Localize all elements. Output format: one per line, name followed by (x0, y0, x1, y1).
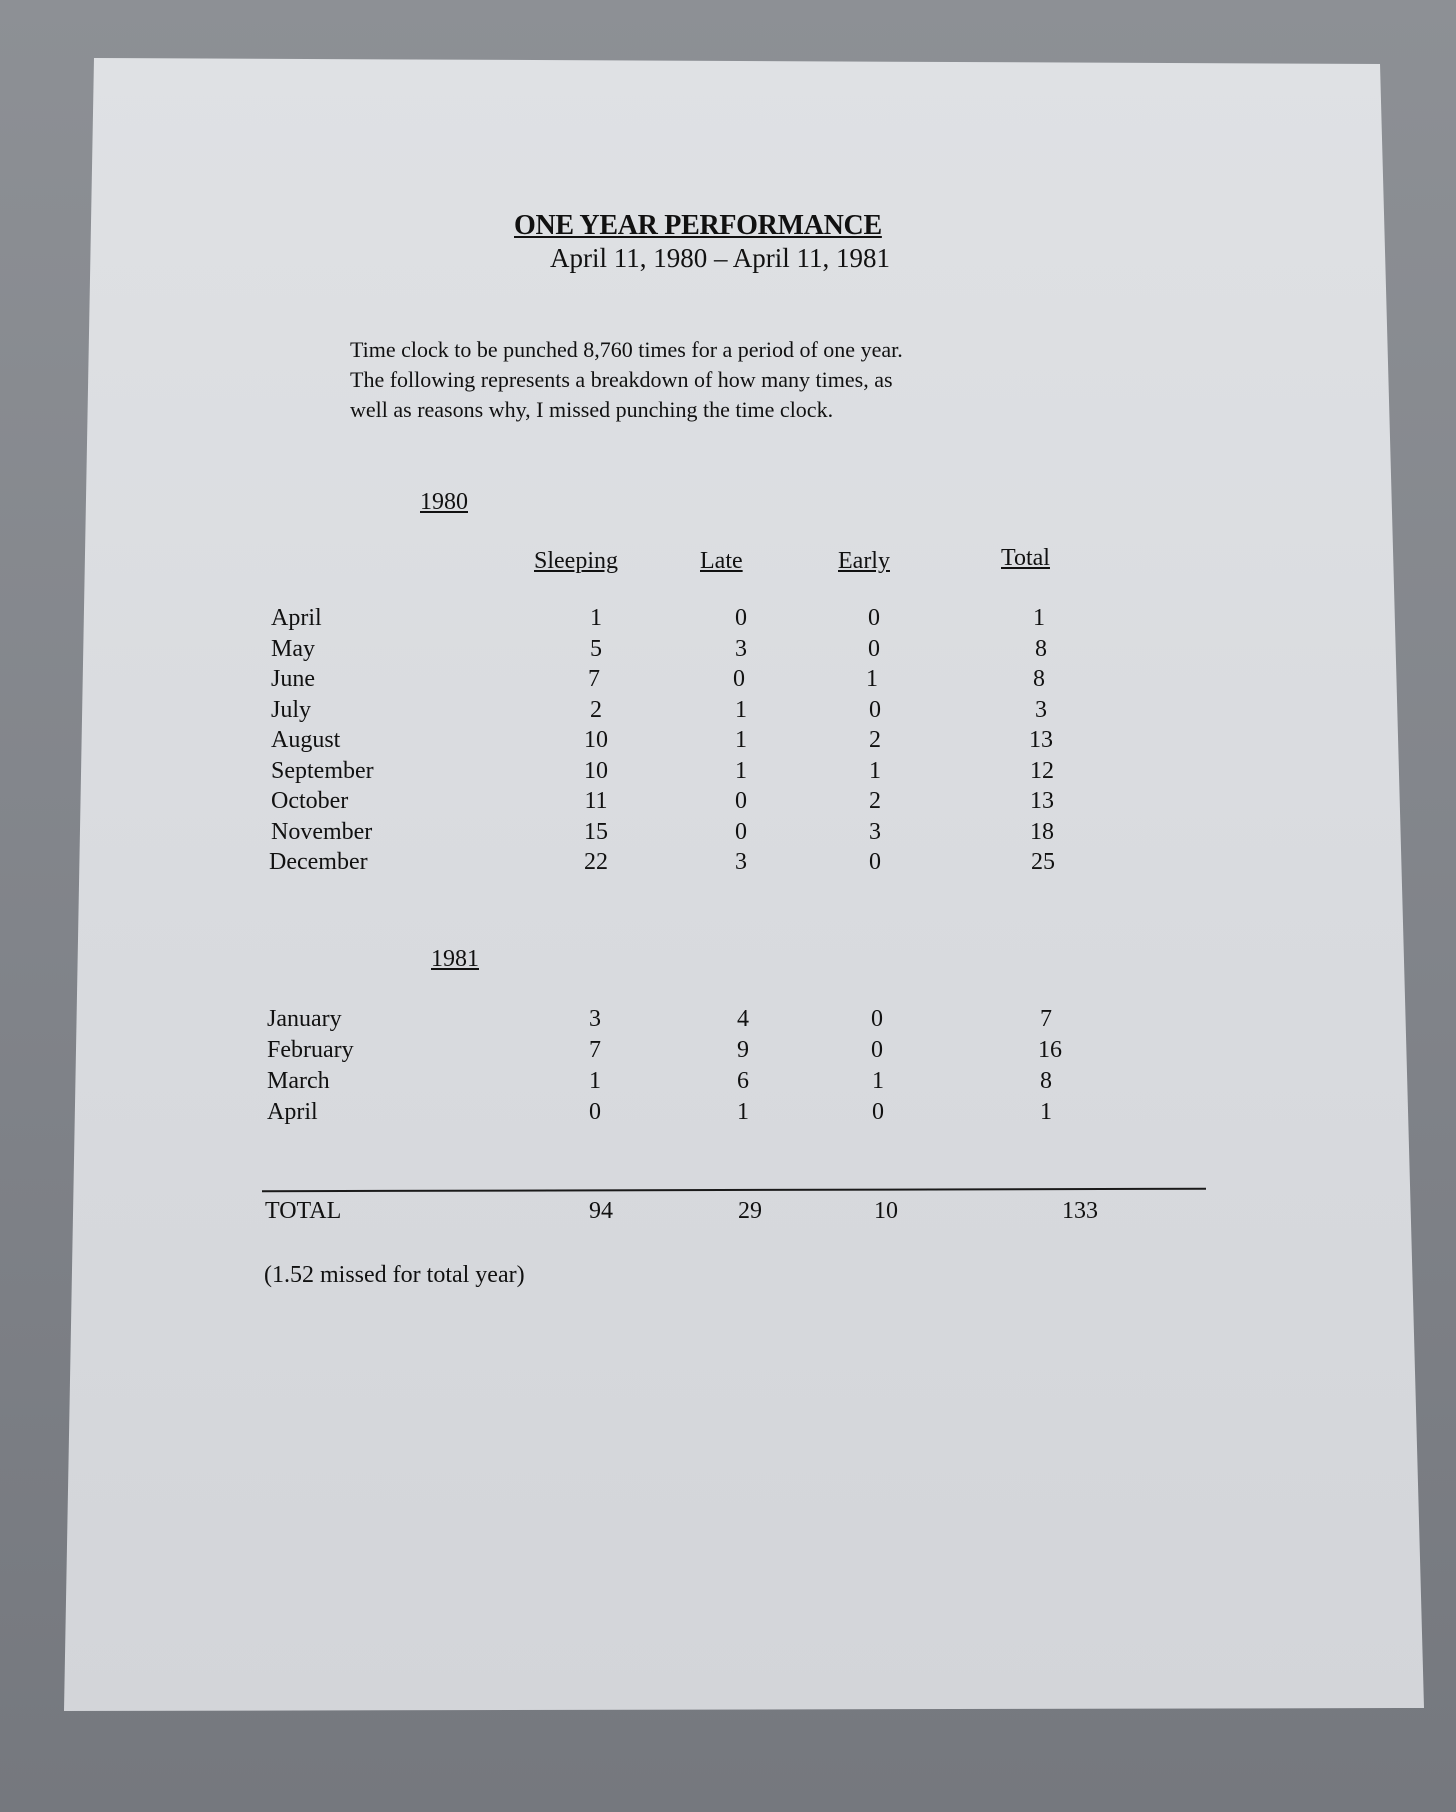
row-month: April (271, 605, 322, 631)
row-total: 16 (1038, 1037, 1062, 1063)
row-late: 0 (735, 788, 747, 814)
row-sleeping: 7 (589, 1037, 601, 1063)
row-late: 1 (735, 727, 747, 753)
total-label: TOTAL (265, 1198, 342, 1224)
row-late: 0 (733, 666, 745, 692)
table-row-total (265, 1198, 1165, 1228)
row-month: July (271, 697, 312, 723)
row-month: November (271, 819, 373, 845)
row-late: 3 (735, 636, 747, 662)
row-sleeping: 10 (584, 758, 608, 784)
table-row (271, 605, 1171, 635)
row-early: 0 (869, 849, 881, 875)
row-late: 1 (735, 697, 747, 723)
row-early: 1 (866, 666, 878, 692)
row-early: 0 (871, 1037, 883, 1063)
total-total: 133 (1062, 1198, 1098, 1224)
intro-paragraph (350, 335, 1010, 425)
row-total: 8 (1040, 1068, 1052, 1094)
row-month: August (271, 727, 341, 753)
row-total: 13 (1030, 788, 1054, 814)
row-month: February (267, 1037, 354, 1063)
table-row (267, 1099, 1167, 1129)
row-month: January (267, 1006, 342, 1032)
row-early: 0 (871, 1006, 883, 1032)
row-sleeping: 1 (589, 1068, 601, 1094)
row-early: 2 (869, 727, 881, 753)
row-sleeping: 7 (588, 666, 600, 692)
row-late: 0 (735, 819, 747, 845)
year-heading-1981: 1981 (431, 946, 479, 972)
row-total: 18 (1030, 819, 1054, 845)
row-late: 9 (737, 1037, 749, 1063)
table-row (271, 788, 1171, 818)
row-late: 1 (737, 1099, 749, 1125)
intro-line: Time clock to be punched 8,760 times for a period of one year. (350, 337, 903, 362)
table-row (267, 1037, 1167, 1067)
table-row (269, 849, 1169, 879)
row-sleeping: 11 (584, 788, 608, 814)
row-total: 1 (1033, 605, 1045, 631)
table-row (271, 636, 1171, 666)
row-early: 0 (868, 605, 880, 631)
intro-line: well as reasons why, I missed punching the time clock. (350, 397, 834, 422)
document-date-range: April 11, 1980 – April 11, 1981 (550, 243, 890, 273)
row-late: 6 (737, 1068, 749, 1094)
row-sleeping: 22 (584, 849, 608, 875)
row-sleeping: 0 (589, 1099, 601, 1125)
row-early: 0 (872, 1099, 884, 1125)
row-early: 1 (869, 758, 881, 784)
column-header-sleeping: Sleeping (534, 548, 618, 574)
row-total: 12 (1030, 758, 1054, 784)
row-month: April (267, 1099, 318, 1125)
table-row (271, 666, 1171, 696)
row-early: 3 (869, 819, 881, 845)
total-late: 29 (738, 1198, 762, 1224)
table-row (271, 727, 1171, 757)
row-total: 1 (1040, 1099, 1052, 1125)
row-sleeping: 15 (584, 819, 608, 845)
row-month: June (271, 666, 315, 692)
row-late: 3 (735, 849, 747, 875)
document-page (64, 58, 1424, 1711)
row-sleeping: 1 (590, 605, 602, 631)
table-row (267, 1068, 1167, 1098)
document-title: ONE YEAR PERFORMANCE (514, 210, 882, 241)
row-total: 25 (1031, 849, 1055, 875)
row-late: 0 (735, 605, 747, 631)
row-early: 0 (868, 636, 880, 662)
row-sleeping: 10 (584, 727, 608, 753)
row-month: September (271, 758, 374, 784)
table-row (271, 758, 1171, 788)
row-total: 7 (1040, 1006, 1052, 1032)
row-total: 8 (1035, 636, 1047, 662)
row-sleeping: 3 (589, 1006, 601, 1032)
row-total: 13 (1029, 727, 1053, 753)
table-row (271, 819, 1171, 849)
row-late: 4 (737, 1006, 749, 1032)
column-header-total: Total (1001, 545, 1050, 571)
row-total: 8 (1033, 666, 1045, 692)
row-sleeping: 2 (590, 697, 602, 723)
table-row (271, 697, 1171, 727)
row-month: March (267, 1068, 330, 1094)
row-total: 3 (1035, 697, 1047, 723)
year-heading-1980: 1980 (420, 489, 468, 515)
table-row (267, 1006, 1167, 1036)
intro-line: The following represents a breakdown of how many times, as (350, 367, 893, 392)
row-late: 1 (735, 758, 747, 784)
column-header-late: Late (700, 548, 743, 574)
row-month: October (271, 788, 349, 814)
column-header-early: Early (838, 548, 890, 574)
row-early: 2 (869, 788, 881, 814)
total-early: 10 (874, 1198, 898, 1224)
row-early: 0 (869, 697, 881, 723)
total-sleeping: 94 (589, 1198, 613, 1224)
footnote: (1.52 missed for total year) (264, 1262, 525, 1288)
row-sleeping: 5 (590, 636, 602, 662)
row-month: December (269, 849, 368, 875)
row-month: May (271, 636, 315, 662)
row-early: 1 (872, 1068, 884, 1094)
